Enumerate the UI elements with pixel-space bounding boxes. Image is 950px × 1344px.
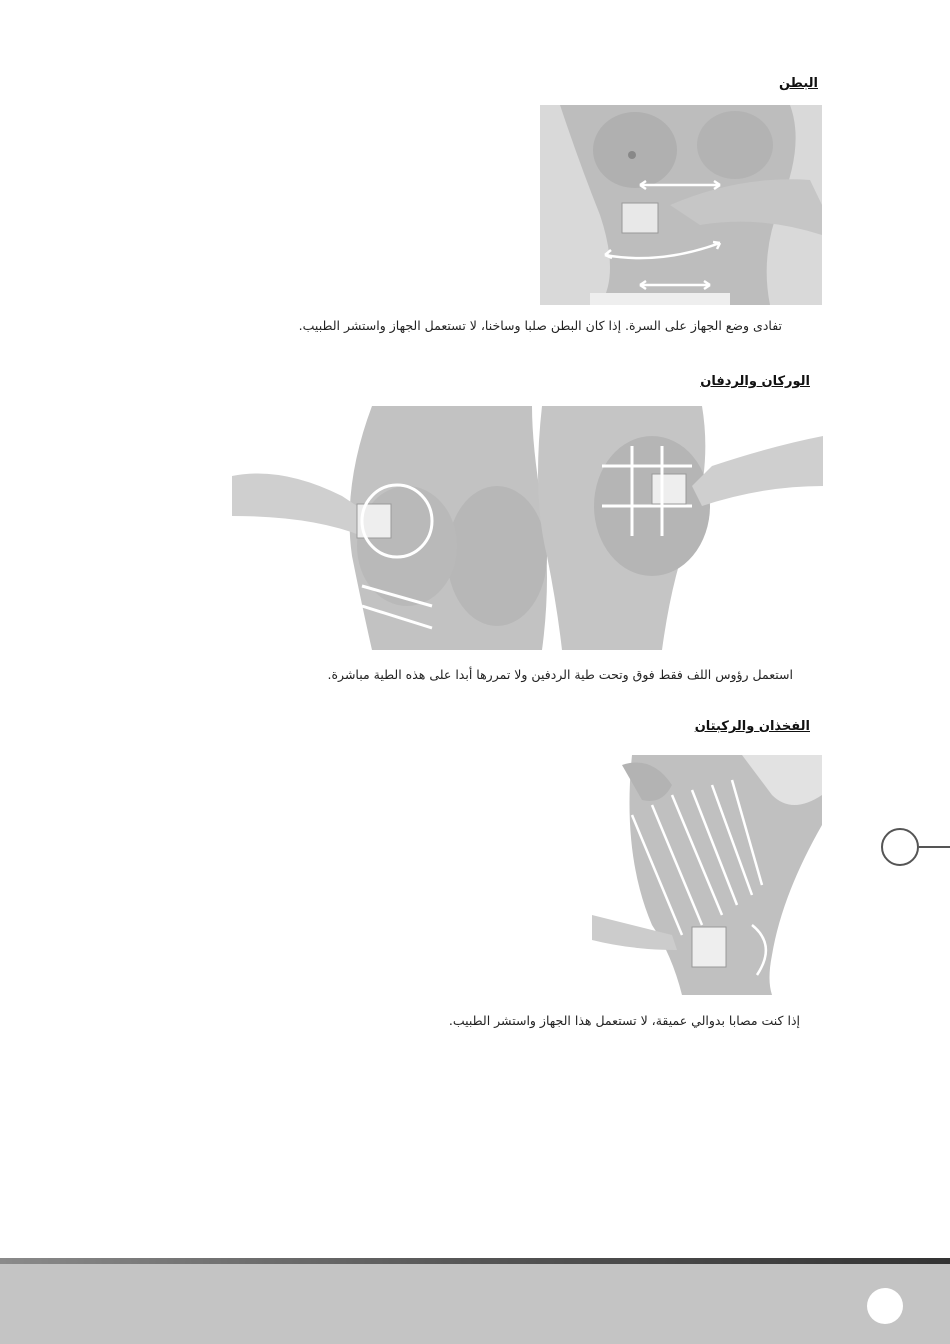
page-number-circle-icon xyxy=(867,1288,903,1324)
section-caption-hips: استعمل رؤوس اللف فقط فوق وتحت طية الردفين ولا تمررها أبدا على هذه الطية مباشرة. xyxy=(327,667,793,682)
side-tab-connector xyxy=(919,846,950,848)
section-caption-abdomen: تفادى وضع الجهاز على السرة. إذا كان البطن صلبا وساخنا، لا تستعمل الجهاز واستشر الطبيب. xyxy=(298,318,782,333)
thighs-photo xyxy=(572,755,822,995)
section-heading-abdomen: البطن xyxy=(778,76,818,91)
page-footer xyxy=(0,1264,950,1344)
section-heading-thighs: الفخذان والركبتان xyxy=(694,719,810,734)
side-tab-circle-icon xyxy=(881,828,919,866)
hips-photo xyxy=(232,406,823,650)
abdomen-photo xyxy=(540,105,822,305)
section-caption-thighs: إذا كنت مصابا بدوالي عميقة، لا تستعمل هذا الجهاز واستشر الطبيب. xyxy=(448,1013,800,1028)
section-heading-hips: الوركان والردفان xyxy=(700,374,810,389)
